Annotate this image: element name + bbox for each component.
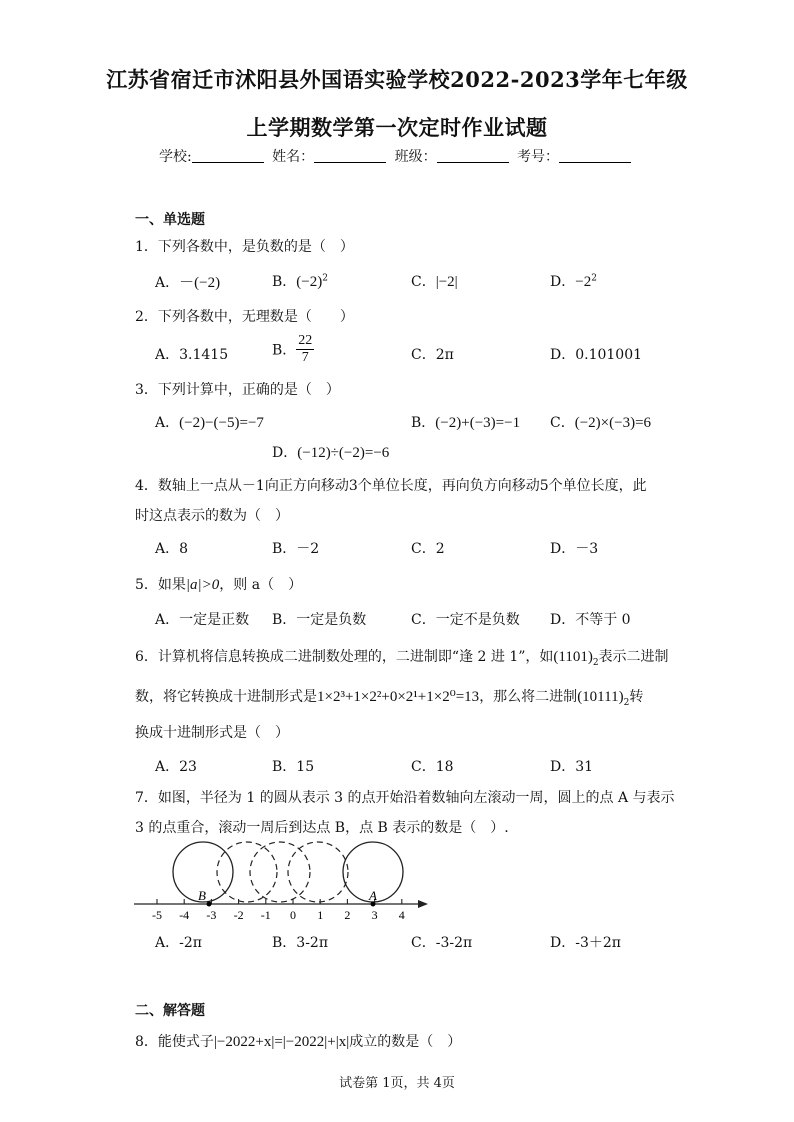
name-blank[interactable] [314, 148, 386, 163]
q5-option-a: A．一定是正数 [155, 612, 250, 628]
exam-no-blank[interactable] [559, 148, 631, 163]
number-line-ticks [152, 899, 405, 922]
q6-option-a: A．23 [155, 759, 197, 775]
q4-option-c: C．2 [411, 541, 445, 557]
tick-label: 3 [371, 908, 378, 922]
q6-stem-line-2: 数，将它转换成十进制形式是1×2³+1×2²+0×2¹+1×2⁰=13，那么将二进制$(10111)_2$转 [135, 689, 644, 708]
title-line-1: 江苏省宿迁市沭阳县外国语实验学校2022-2023学年七年级 [106, 67, 688, 92]
school-label: 学校: [158, 149, 192, 165]
q4-option-b: B．－2 [272, 541, 320, 557]
q3-option-a: A．(−2)−(−5)=−7 [155, 415, 264, 431]
q4-stem-line-1: 4．数轴上一点从－1向正方向移动3个单位长度，再向负方向移动5个单位长度，此 [135, 478, 647, 494]
q2-option-c: C．2π [411, 347, 454, 363]
q4-option-d: D．－3 [550, 541, 599, 557]
q6-option-d: D．31 [550, 759, 594, 775]
q8-stem: 8．能使式子|−2022+x|=|−2022|+|x|成立的数是（ ） [135, 1034, 462, 1050]
q7-option-c: C．-3-2π [411, 935, 473, 951]
point-b-dot [207, 902, 212, 907]
q5-option-b: B．一定是负数 [272, 612, 367, 628]
q7-option-b: B．3-2π [272, 935, 329, 951]
q7-stem-line-2: 3 的点重合，滚动一周后到达点 B，点 B 表示的数是（ ）. [135, 820, 509, 836]
q7-option-d: D．-3＋2π [550, 935, 621, 951]
point-b-label: B [198, 888, 206, 903]
tick-label: -2 [233, 908, 244, 922]
class-label: 班级： [394, 149, 437, 165]
q1-option-b: B．$(-2)^2$ [272, 273, 328, 290]
q6-option-c: C．18 [411, 759, 454, 775]
q3-option-c: C．(−2)×(−3)=6 [550, 415, 652, 431]
number-line-figure [130, 832, 440, 927]
circle-rolling-2 [250, 842, 310, 902]
q7-option-a: A．-2π [155, 935, 202, 951]
section-2-heading: 二、解答题 [135, 1003, 205, 1019]
q5-stem: 5．如果|a|>0，则 a（ ） [135, 577, 303, 593]
tick-label: -1 [260, 908, 271, 922]
student-info [0, 146, 794, 166]
q6-stem-line-3: 换成十进制形式是（ ） [135, 725, 289, 741]
name-label: 姓名： [272, 149, 315, 165]
axis-arrow-icon [418, 900, 428, 908]
q1-option-c: C．|−2| [411, 274, 458, 290]
q2-stem: 2．下列各数中，无理数是（ ） [135, 309, 354, 325]
page-footer: 试卷第 1页，共 4页 [339, 1076, 455, 1091]
tick-label: -4 [179, 908, 190, 922]
q6-option-b: B．15 [272, 759, 315, 775]
q3-stem: 3．下列计算中，正确的是（ ） [135, 382, 340, 398]
tick-label: 1 [317, 908, 324, 922]
q1-stem: 1．下列各数中，是负数的是（ ） [135, 239, 354, 255]
q4-option-a: A．8 [155, 541, 189, 557]
q2-option-a: A．3.1415 [155, 347, 229, 363]
q7-stem-line-1: 7．如图，半径为 1 的圆从表示 3 的点开始沿着数轴向左滚动一周，圆上的点 A 与表示 [135, 790, 675, 806]
q6-stem-line-1: 6．计算机将信息转换成二进制数处理的，二进制即“逢 2 进 1”，如$(1101)_2$表示二进制 [135, 649, 669, 668]
q1-option-d: D．$-2^2$ [550, 273, 597, 290]
exam-no-label: 考号： [517, 149, 560, 165]
title-line-2: 上学期数学第一次定时作业试题 [246, 115, 548, 140]
section-1-heading: 一、单选题 [135, 212, 205, 228]
q5-option-c: C．一定不是负数 [411, 612, 520, 628]
tick-label: -3 [206, 908, 217, 922]
q4-stem-line-2: 时这点表示的数为（ ） [135, 508, 289, 524]
tick-label: 2 [344, 908, 351, 922]
q1-option-a: A．－(−2) [155, 275, 221, 291]
q3-option-d: D．(−12)÷(−2)=−6 [272, 445, 390, 461]
circle-rolling-3 [288, 842, 348, 902]
q2-option-d: D．0.101001 [550, 347, 643, 363]
tick-label: 0 [290, 908, 296, 922]
circle-rolling-1 [217, 842, 277, 902]
tick-label: -5 [152, 908, 162, 922]
q2-option-b: B． $\frac{22}{7}$ [272, 333, 313, 365]
point-a-label: A [369, 888, 377, 903]
class-blank[interactable] [437, 148, 509, 163]
school-blank[interactable] [192, 148, 264, 163]
q3-option-b: B．(−2)+(−3)=−1 [411, 415, 521, 431]
q5-option-d: D．不等于 0 [550, 612, 631, 628]
tick-label: 4 [398, 908, 405, 922]
